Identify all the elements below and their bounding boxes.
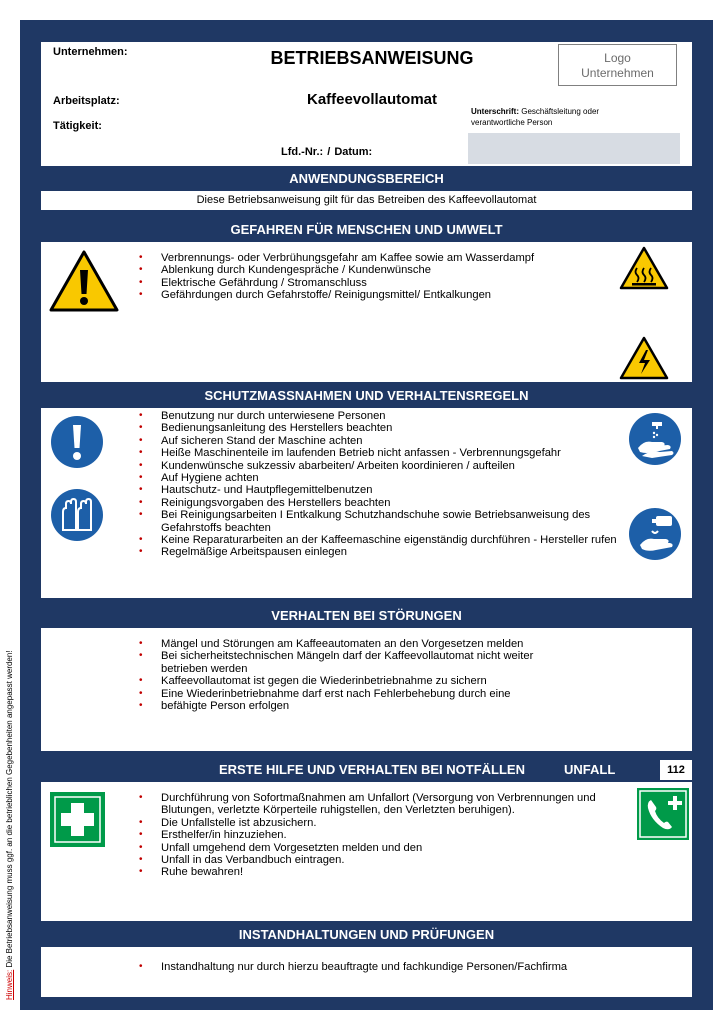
list-item: • Kundenwünsche sukzessiv abarbeiten/ Arbeiten koordinieren / aufteilen [137, 460, 637, 472]
list-item: • Bei Reinigungsarbeiten I Entkalkung Schutzhandschuhe sowie Betriebsanweisung des Gefahrstoffs beachten [137, 509, 637, 534]
list-item: • befähigte Person erfolgen [137, 700, 577, 712]
page-subtitle: Kaffeevollautomat [306, 91, 438, 108]
list-item: • Bei sicherheitstechnischen Mängeln darf der Kaffeevollautomat nicht weiter betrieben werden [137, 650, 577, 675]
first-aid-box [41, 782, 692, 921]
list-item: • Auf sicheren Stand der Maschine achten [137, 435, 637, 447]
activity-label: Tätigkeit: [53, 120, 102, 132]
list-item: • Benutzung nur durch unterwiesene Personen [137, 410, 637, 422]
maintenance-box [41, 947, 692, 997]
general-warning-icon [49, 250, 119, 312]
list-item: • Unfall umgehend dem Vorgesetzten melden und den [137, 842, 617, 854]
list-item: • Verbrennungs- oder Verbrühungsgefahr am Kaffee sowie am Wasserdampf [137, 252, 607, 264]
list-item: • Unfall in das Verbandbuch eintragen. [137, 854, 617, 866]
workplace-label: Arbeitsplatz: [53, 95, 120, 107]
electric-warning-icon [619, 336, 669, 380]
first-aid-icon [50, 792, 105, 847]
side-hint [4, 570, 16, 1000]
first-aid-title: ERSTE HILFE UND VERHALTEN BEI NOTFÄLLEN [219, 762, 525, 777]
list-item: • Keine Reparaturarbeiten an der Kaffeemaschine eigenständig durchführen - Hersteller rufen [137, 534, 637, 546]
list-item: • Ablenkung durch Kundengespräche / Kundenwünsche [137, 264, 607, 276]
list-item: • Hautschutz- und Hautpflegemittelbenutzen [137, 484, 637, 496]
list-item: • Eine Wiederinbetriebnahme darf erst nach Fehlerbehebung durch eine [137, 688, 577, 700]
list-item: • Die Unfallstelle ist abzusichern. [137, 817, 617, 829]
side-hint-text: Die Betriebsanweisung muss ggf. an die betrieblichen Gegebenheiten angepasst werden! [5, 650, 14, 970]
protection-box [41, 408, 692, 598]
first-aid-list [137, 792, 617, 879]
company-label: Unternehmen: [53, 46, 128, 58]
logo-placeholder [558, 44, 677, 86]
emergency-phone-icon [637, 788, 689, 840]
malfunction-title: VERHALTEN BEI STÖRUNGEN [271, 608, 462, 623]
list-item: • Elektrische Gefährdung / Stromanschluss [137, 277, 607, 289]
wash-hands-icon [628, 412, 682, 466]
side-hint-label: Hinweis: [5, 969, 14, 1000]
protection-title: SCHUTZMASSNAHMEN UND VERHALTENSREGELN [204, 388, 529, 403]
malfunction-list [137, 638, 577, 712]
list-item: • Ersthelfer/in hinzuziehen. [137, 829, 617, 841]
list-item: • Reinigungsvorgaben des Herstellers beachten [137, 497, 637, 509]
maintenance-list [137, 961, 677, 973]
hot-surface-warning-icon [619, 246, 669, 290]
maintenance-title: INSTANDHALTUNGEN UND PRÜFUNGEN [238, 927, 495, 942]
logo-line-2: Unternehmen [581, 66, 654, 80]
list-item: • Ruhe bewahren! [137, 866, 617, 878]
hazards-title: GEFAHREN FÜR MENSCHEN UND UMWELT [230, 222, 503, 237]
header-box [41, 42, 692, 166]
unfall-label: UNFALL [564, 762, 616, 777]
logo-line-1: Logo [604, 51, 631, 65]
list-item: • Heiße Maschinenteile im laufenden Betrieb nicht anfassen - Verbrennungsgefahr [137, 447, 637, 459]
list-item: • Auf Hygiene achten [137, 472, 637, 484]
scope-title: ANWENDUNGSBEREICH [289, 171, 444, 186]
general-mandatory-icon [50, 415, 104, 469]
list-item: • Regelmäßige Arbeitspausen einlegen [137, 546, 637, 558]
scope-box [41, 191, 692, 210]
malfunction-box [41, 628, 692, 751]
signature-label [471, 106, 631, 128]
signature-field[interactable] [468, 133, 680, 164]
signature-text: Geschäftsleitung oder verantwortliche Person [471, 107, 600, 127]
list-item: • Bedienungsanleitung des Herstellers beachten [137, 422, 637, 434]
hazards-list [137, 252, 607, 302]
list-item: • Durchführung von Sofortmaßnahmen am Unfallort (Versorgung von Verbrennungen und Blutungen, verletzte Körperteile ruhigstellen, den Verletzten beruhigen). [137, 792, 617, 817]
list-item: • Gefährdungen durch Gefahrstoffe/ Reinigungsmittel/ Entkalkungen [137, 289, 607, 301]
scope-text: Diese Betriebsanweisung gilt für das Betreiben des Kaffeevollautomat [196, 194, 537, 206]
list-item: • Kaffeevollautomat ist gegen die Wiederinbetriebnahme zu sichern [137, 675, 577, 687]
protection-list [137, 410, 637, 559]
page-title: BETRIEBSANWEISUNG [270, 48, 474, 68]
emergency-number: 112 [660, 760, 692, 780]
list-item: • Instandhaltung nur durch hierzu beauftragte und fachkundige Personen/Fachfirma [137, 961, 677, 973]
use-skin-cream-icon [628, 507, 682, 561]
lfd-date-label: Lfd.-Nr.: / Datum: [281, 146, 373, 158]
wear-gloves-icon [50, 488, 104, 542]
document-frame [20, 20, 713, 1010]
signature-bold: Unterschrift: [471, 107, 520, 116]
list-item: • Mängel und Störungen am Kaffeeautomaten an den Vorgesetzen melden [137, 638, 577, 650]
hazards-box [41, 242, 692, 382]
